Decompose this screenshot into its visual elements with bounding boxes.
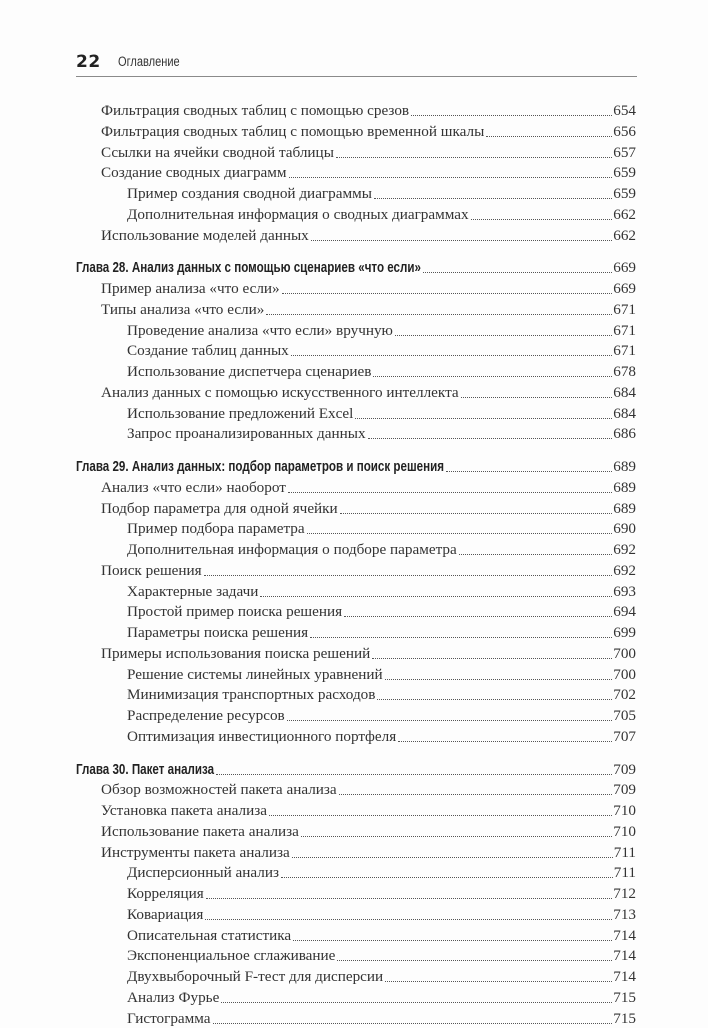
- dot-leader: [340, 513, 613, 514]
- toc-entry: [101, 382, 636, 402]
- toc-entry-page: 707: [613, 727, 636, 745]
- toc-entry: [127, 862, 636, 882]
- toc-entry-title: Пример подбора параметра: [127, 520, 305, 538]
- toc-entry-page: 710: [613, 802, 636, 819]
- dot-leader: [311, 240, 612, 241]
- toc-entry: [101, 299, 636, 319]
- toc-entry: [127, 726, 636, 746]
- toc-entry-page: 709: [613, 760, 636, 778]
- toc-entry-page: 671: [613, 321, 636, 339]
- dot-leader: [377, 699, 612, 700]
- toc-entry-page: 714: [613, 926, 636, 944]
- toc-entry-page: 700: [613, 644, 636, 662]
- toc-entry-page: 669: [613, 280, 636, 297]
- toc-entry: [101, 162, 636, 182]
- toc-entry: [127, 883, 636, 903]
- toc-entry-title: Ссылки на ячейки сводной таблицы: [101, 143, 334, 161]
- dot-leader: [269, 815, 612, 816]
- toc-entry-page: 705: [613, 707, 636, 724]
- toc-entry-title: Минимизация транспортных расходов: [127, 686, 376, 704]
- toc-entry: [127, 518, 636, 538]
- page-number: 22: [76, 52, 101, 72]
- toc-entry: [127, 945, 636, 965]
- dot-leader: [260, 596, 612, 597]
- toc-entry: [127, 925, 636, 945]
- toc-entry-page: 692: [613, 561, 636, 579]
- dot-leader: [368, 438, 613, 439]
- dot-leader: [459, 554, 612, 555]
- toc-entry: [101, 121, 636, 141]
- toc-entry-page: 711: [613, 843, 636, 861]
- toc-entry-page: 678: [613, 363, 636, 380]
- toc-entry-page: 692: [613, 541, 636, 558]
- toc-entry-title: Создание сводных диаграмм: [101, 164, 287, 182]
- dot-leader: [395, 335, 612, 336]
- toc-entry: [101, 477, 636, 497]
- toc-entry: [127, 204, 636, 224]
- toc-entry-title: Параметры поиска решения: [127, 624, 309, 641]
- toc-entry-page: 710: [613, 822, 636, 840]
- toc-entry-title: Фильтрация сводных таблиц с помощью срезов: [101, 102, 410, 119]
- toc-entry-page: 662: [613, 226, 636, 244]
- toc-entry: [127, 684, 636, 704]
- toc-entry-page: 657: [613, 143, 636, 161]
- dot-leader: [289, 177, 613, 178]
- toc-entry-page: 684: [613, 383, 636, 401]
- dot-leader: [423, 272, 612, 273]
- toc-entry-page: 699: [613, 624, 636, 641]
- toc-entry-title: Использование предложений Excel: [127, 404, 354, 422]
- toc-entry-title: Описательная статистика: [127, 926, 292, 944]
- toc-entry-page: 689: [613, 499, 636, 517]
- toc-entry-page: 693: [613, 582, 636, 600]
- toc-entry-title: Поиск решения: [101, 561, 202, 579]
- toc-entry: [127, 601, 636, 621]
- toc-entry-title: Характерные задачи: [127, 582, 259, 600]
- toc-entry-title: Дополнительная информация о сводных диаграммах: [127, 205, 469, 223]
- toc-entry: [127, 183, 636, 203]
- toc-entry: [127, 423, 636, 443]
- dot-leader: [339, 794, 613, 795]
- toc-entry-title: Дисперсионный анализ: [127, 864, 279, 882]
- toc-entry-title: Подбор параметра для одной ячейки: [101, 499, 338, 517]
- toc-entry: [127, 403, 636, 423]
- toc-entry-title: Примеры использования поиска решений: [101, 644, 371, 662]
- toc-entry-title: Использование пакета анализа: [101, 822, 299, 840]
- dot-leader: [266, 314, 612, 315]
- toc-entry-page: 671: [613, 300, 636, 318]
- toc-entry-title: Оптимизация инвестиционного портфеля: [127, 727, 397, 745]
- toc-entry-title: Экспоненциальное сглаживание: [127, 947, 336, 965]
- toc-entry-page: 702: [613, 686, 636, 704]
- toc-chapter-entry: [76, 759, 636, 779]
- toc-entry-title: Типы анализа «что если»: [101, 300, 265, 318]
- toc-entry-title: Ковариация: [127, 905, 204, 923]
- toc-entry-page: 690: [613, 520, 636, 538]
- dot-leader: [486, 136, 612, 137]
- dot-leader: [344, 616, 612, 617]
- toc-entry-page: 684: [613, 404, 636, 422]
- toc-entry-page: 671: [613, 342, 636, 360]
- toc-entry: [101, 225, 636, 245]
- toc-entry: [101, 142, 636, 162]
- toc-entry: [101, 821, 636, 841]
- toc-entry-title: Установка пакета анализа: [101, 802, 267, 819]
- toc-entry: [101, 842, 636, 862]
- dot-leader: [461, 397, 613, 398]
- dot-leader: [291, 355, 612, 356]
- toc-entry: [127, 904, 636, 924]
- toc-entry: [127, 987, 636, 1007]
- toc-entry-title: Использование моделей данных: [101, 226, 309, 244]
- toc-entry-title: Пример анализа «что если»: [101, 280, 280, 297]
- toc-entry-page: 659: [613, 164, 636, 182]
- toc-entry: [127, 539, 636, 559]
- dot-leader: [281, 877, 613, 878]
- toc-entry-page: 712: [613, 885, 636, 902]
- dot-leader: [288, 492, 612, 493]
- running-title: Оглавление: [118, 54, 180, 69]
- dot-leader: [398, 741, 612, 742]
- toc-entry: [127, 320, 636, 340]
- dot-leader: [216, 774, 612, 775]
- dot-leader: [446, 471, 612, 472]
- toc-entry-title: Обзор возможностей пакета анализа: [101, 781, 337, 799]
- dot-leader: [411, 115, 612, 116]
- toc-entry-title: Запрос проанализированных данных: [127, 425, 366, 443]
- dot-leader: [292, 857, 613, 858]
- dot-leader: [471, 219, 613, 220]
- toc-entry-title: Фильтрация сводных таблиц с помощью временной шкалы: [101, 122, 485, 140]
- toc-entry-title: Инструменты пакета анализа: [101, 843, 290, 861]
- toc-entry: [101, 779, 636, 799]
- dot-leader: [372, 658, 612, 659]
- dot-leader: [385, 981, 612, 982]
- toc-entry-title: Анализ «что если» наоборот: [101, 478, 286, 496]
- toc-entry: [127, 966, 636, 986]
- toc-entry: [101, 100, 636, 120]
- toc-entry-title: Решение системы линейных уравнений: [127, 665, 383, 683]
- toc-entry: [127, 622, 636, 642]
- toc-entry-page: 689: [613, 458, 636, 475]
- dot-leader: [206, 898, 613, 899]
- toc-entry: [127, 705, 636, 725]
- toc-entry-page: 669: [613, 259, 636, 277]
- header-rule: [76, 76, 637, 77]
- toc-entry-title: Использование диспетчера сценариев: [127, 363, 372, 380]
- toc-entry: [127, 581, 636, 601]
- toc-entry-title: Корреляция: [127, 885, 204, 902]
- toc-entry-title: Пример создания сводной диаграммы: [127, 185, 372, 202]
- dot-leader: [204, 575, 613, 576]
- toc-entry: [127, 340, 636, 360]
- toc-entry-page: 654: [613, 102, 636, 119]
- dot-leader: [310, 637, 612, 638]
- toc-entry-title: Глава 30. Пакет анализа: [76, 761, 215, 778]
- dot-leader: [385, 679, 613, 680]
- toc-entry-page: 662: [613, 205, 636, 223]
- dot-leader: [293, 940, 612, 941]
- dot-leader: [373, 376, 612, 377]
- dot-leader: [221, 1002, 612, 1003]
- dot-leader: [355, 418, 612, 419]
- toc-entry-page: 709: [613, 781, 636, 799]
- toc-entry: [101, 800, 636, 820]
- toc-entry: [127, 1008, 636, 1028]
- toc-entry-page: 715: [613, 1009, 636, 1027]
- toc-entry: [101, 498, 636, 518]
- toc-entry-title: Дополнительная информация о подборе параметра: [127, 541, 457, 558]
- toc-entry-page: 689: [613, 478, 636, 496]
- dot-leader: [287, 720, 613, 721]
- dot-leader: [301, 836, 612, 837]
- toc-chapter-entry: [76, 456, 636, 476]
- toc-entry: [101, 278, 636, 298]
- toc-entry-title: Анализ Фурье: [127, 988, 220, 1006]
- toc-entry: [101, 643, 636, 663]
- toc-entry-title: Создание таблиц данных: [127, 342, 289, 360]
- toc-entry-page: 694: [613, 603, 636, 621]
- toc-entry-page: 700: [613, 665, 636, 683]
- dot-leader: [374, 198, 612, 199]
- toc-entry: [101, 560, 636, 580]
- toc-entry-title: Простой пример поиска решения: [127, 603, 343, 621]
- toc-entry-page: 714: [613, 968, 636, 985]
- page-header: [76, 52, 636, 78]
- toc-chapter-entry: [76, 257, 636, 277]
- dot-leader: [205, 919, 612, 920]
- toc-entry: [127, 361, 636, 381]
- toc-entry-page: 713: [613, 905, 636, 923]
- dot-leader: [307, 533, 613, 534]
- toc-entry-title: Распределение ресурсов: [127, 707, 285, 724]
- toc-entry-page: 711: [613, 864, 636, 882]
- toc-entry-title: Глава 29. Анализ данных: подбор параметров и поиск решения: [76, 459, 444, 475]
- toc-entry-page: 686: [613, 425, 636, 443]
- toc-entry-title: Проведение анализа «что если» вручную: [127, 321, 393, 339]
- dot-leader: [336, 157, 612, 158]
- toc-entry-page: 656: [613, 122, 636, 140]
- dot-leader: [337, 960, 612, 961]
- toc-entry-title: Гистограмма: [127, 1009, 211, 1027]
- toc-entry-title: Двухвыборочный F-тест для дисперсии: [127, 968, 384, 985]
- toc-entry-page: 715: [613, 988, 636, 1006]
- toc-entry-title: Анализ данных с помощью искусственного интеллекта: [101, 383, 459, 401]
- toc-entry-title: Глава 28. Анализ данных с помощью сценариев «что если»: [76, 260, 421, 277]
- toc-entry-page: 659: [613, 185, 636, 202]
- dot-leader: [213, 1023, 613, 1024]
- toc-entry-page: 714: [613, 947, 636, 965]
- toc-entry: [127, 664, 636, 684]
- dot-leader: [282, 293, 613, 294]
